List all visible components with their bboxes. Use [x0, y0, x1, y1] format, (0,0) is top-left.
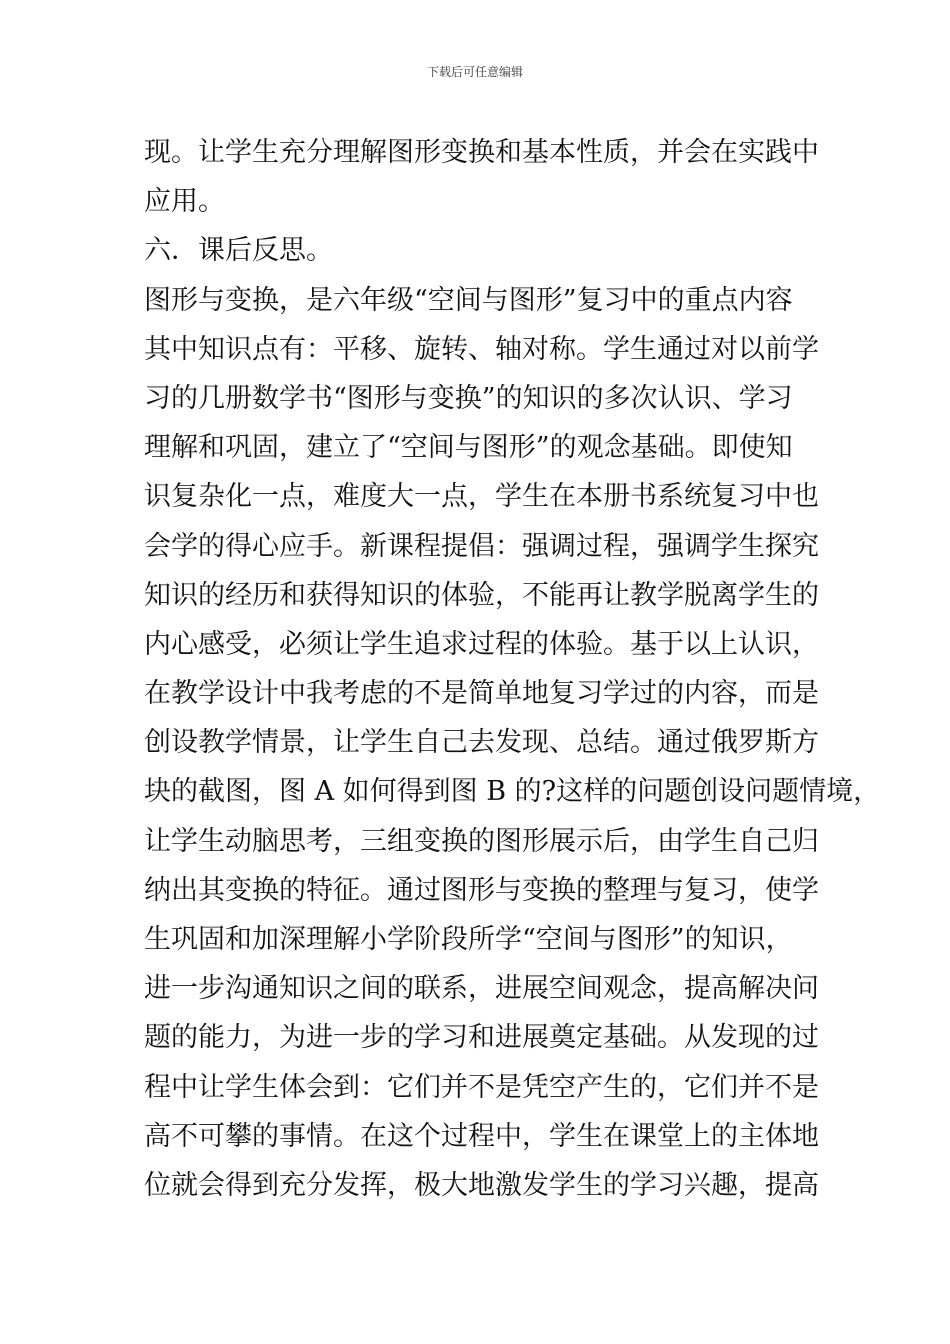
text-line: 在教学设计中我考虑的不是简单地复习学过的内容，而是	[144, 678, 819, 710]
text-line: 应用。	[144, 186, 225, 218]
section-heading: 六．课后反思。	[144, 235, 333, 267]
text-line: 高不可攀的事情。在这个过程中，学生在课堂上的主体地	[144, 1120, 819, 1152]
text-line: 识复杂化一点，难度大一点，学生在本册书系统复习中也	[144, 481, 819, 513]
text-line: 习的几册数学书“图形与变换”的知识的多次认识、学习	[144, 382, 793, 414]
text-line: 内心感受，必须让学生追求过程的体验。基于以上认识，	[144, 628, 819, 660]
text-line: 让学生动脑思考，三组变换的图形展示后，由学生自己归	[144, 825, 819, 857]
text-line: 生巩固和加深理解小学阶段所学“空间与图形”的知识，	[144, 924, 793, 955]
text-line: 创设教学情景，让学生自己去发现、总结。通过俄罗斯方	[144, 727, 819, 759]
document-body	[144, 128, 881, 1210]
text-line: 程中让学生体会到：它们并不是凭空产生的，它们并不是	[144, 1071, 819, 1103]
text-line: 位就会得到充分发挥，极大地激发学生的学习兴趣，提高	[144, 1169, 819, 1201]
text-line: 其中知识点有：平移、旋转、轴对称。学生通过对以前学	[144, 333, 819, 365]
text-line: 块的截图，图 A 如何得到图 B 的?这样的问题创设问题情境，	[144, 776, 881, 808]
text-line: 理解和巩固，建立了“空间与图形”的观念基础。即使知	[144, 432, 793, 464]
text-line: 纳出其变换的特征。通过图形与变换的整理与复习，使学	[144, 874, 819, 906]
text-line: 知识的经历和获得知识的体验，不能再让教学脱离学生的	[144, 579, 819, 611]
text-line: 进一步沟通知识之间的联系，进展空间观念，提高解决问	[144, 973, 819, 1005]
text-line: 会学的得心应手。新课程提倡：强调过程，强调学生探究	[144, 530, 819, 562]
text-line: 题的能力，为进一步的学习和进展奠定基础。从发现的过	[144, 1022, 819, 1054]
text-line: 图形与变换，是六年级“空间与图形”复习中的重点内容	[144, 284, 793, 316]
text-line: 现。让学生充分理解图形变换和基本性质，并会在实践中	[144, 137, 819, 168]
page-header-note: 下载后可任意编辑	[426, 65, 523, 79]
